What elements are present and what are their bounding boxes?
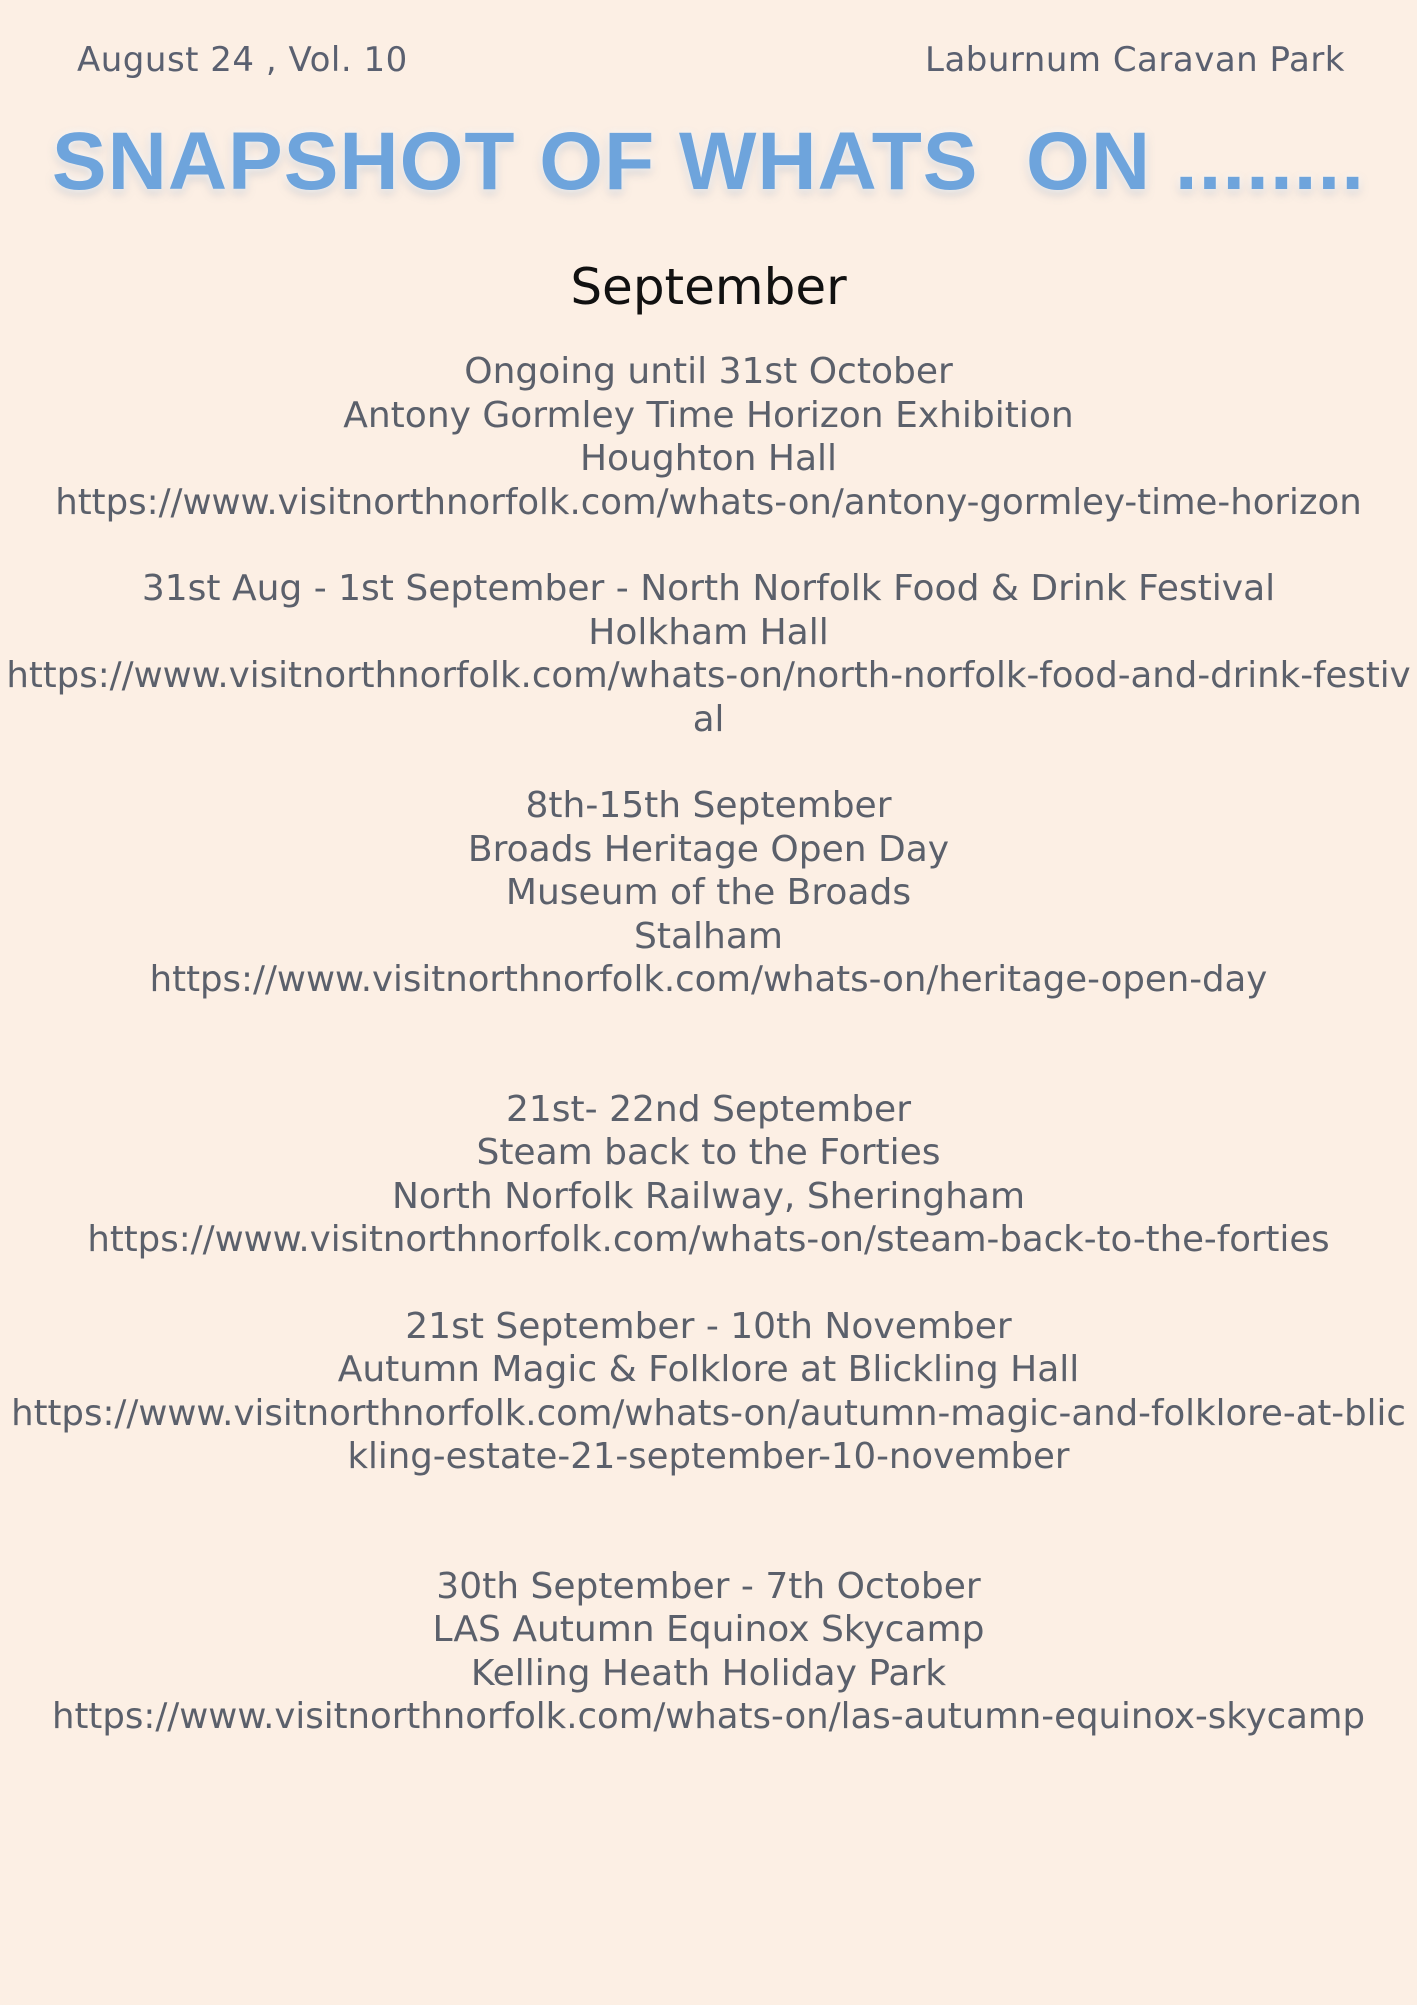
event-title: LAS Autumn Equinox Skycamp xyxy=(432,1609,985,1650)
page-title: SNAPSHOT OF WHATS ON ........ xyxy=(51,116,1366,207)
event-date: 21st September - 10th November xyxy=(405,1305,1012,1347)
event-title: 31st Aug - 1st September - North Norfolk Food & Drink Festival xyxy=(141,568,1276,609)
event-title: Autumn Magic & Folklore at Blickling Hall xyxy=(337,1349,1080,1390)
event-item-autumn-magic xyxy=(0,1305,1417,1479)
event-venue: North Norfolk Railway, Sheringham xyxy=(391,1175,1026,1217)
event-item-steam-forties xyxy=(0,1088,1417,1262)
event-item-gormley xyxy=(0,350,1417,524)
event-link[interactable]: https://www.visitnorthnorfolk.com/whats-on/las-autumn-equinox-skycamp xyxy=(52,1696,1365,1737)
event-link[interactable]: https://www.visitnorthnorfolk.com/whats-on/north-norfolk-food-and-drink-festival xyxy=(6,655,1411,740)
event-link[interactable]: https://www.visitnorthnorfolk.com/whats-on/heritage-open-day xyxy=(149,959,1268,1000)
event-link[interactable]: https://www.visitnorthnorfolk.com/whats-on/steam-back-to-the-forties xyxy=(87,1219,1330,1260)
event-item-skycamp xyxy=(0,1565,1417,1739)
event-venue: Kelling Heath Holiday Park xyxy=(470,1652,947,1694)
event-link[interactable]: https://www.visitnorthnorfolk.com/whats-on/autumn-magic-and-folklore-at-blickling-estate-21-september-10-november xyxy=(11,1392,1406,1477)
event-date: 21st- 22nd September xyxy=(505,1088,912,1130)
event-date: 30th September - 7th October xyxy=(436,1565,981,1607)
event-venue: Houghton Hall xyxy=(579,438,838,479)
event-item-food-festival xyxy=(0,567,1417,741)
event-location: Stalham xyxy=(634,915,783,957)
event-title: Antony Gormley Time Horizon Exhibition xyxy=(343,394,1074,436)
event-link[interactable]: https://www.visitnorthnorfolk.com/whats-on/antony-gormley-time-horizon xyxy=(55,481,1362,523)
event-date: 8th-15th September xyxy=(525,785,892,826)
event-venue: Museum of the Broads xyxy=(505,872,912,913)
month-heading: September xyxy=(570,258,847,316)
event-title: Broads Heritage Open Day xyxy=(467,828,950,870)
event-date: Ongoing until 31st October xyxy=(464,351,953,392)
issue-label: August 24 , Vol. 10 xyxy=(77,40,408,80)
event-title: Steam back to the Forties xyxy=(476,1132,941,1173)
event-item-heritage-day xyxy=(0,784,1417,1002)
event-venue: Holkham Hall xyxy=(588,611,829,653)
event-list xyxy=(0,350,1417,1739)
park-name: Laburnum Caravan Park xyxy=(925,40,1345,80)
